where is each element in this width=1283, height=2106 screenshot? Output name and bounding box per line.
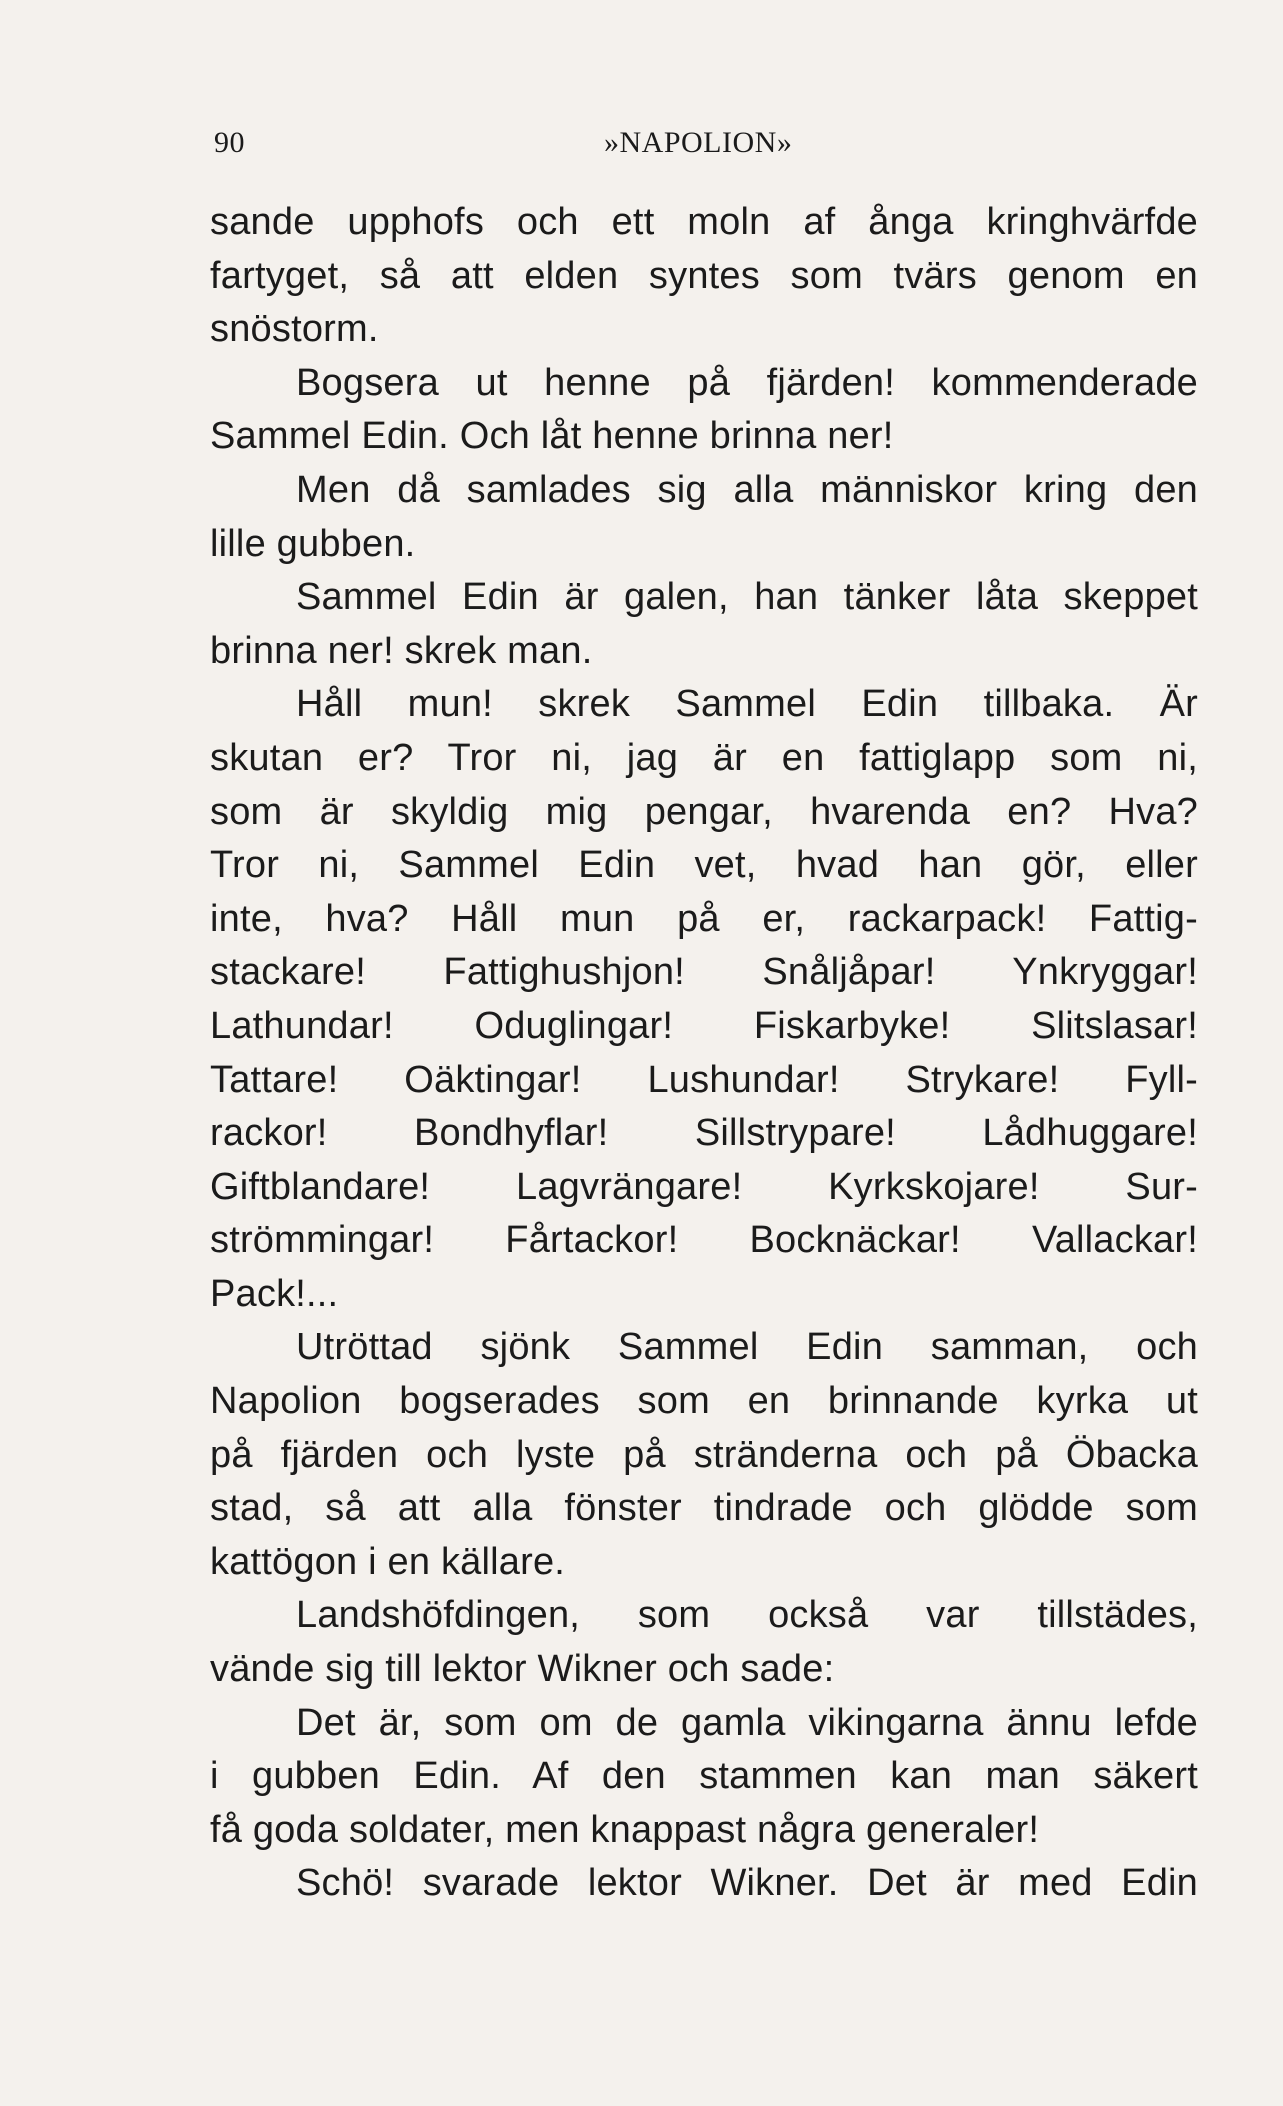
text-line: Landshöfdingen, som också var tillstädes, [296, 1594, 1198, 1637]
text-line: Pack!... [210, 1272, 339, 1315]
text-line: fartyget, så att elden syntes som tvärs genom en [210, 254, 1198, 297]
text-line: strömmingar! Fårtackor! Bocknäckar! Vallackar! [210, 1219, 1198, 1262]
text-line: rackor! Bondhyflar! Sillstrypare! Lådhuggare! [210, 1112, 1198, 1155]
text-line: Tattare! Oäktingar! Lushundar! Strykare! Fyll- [210, 1058, 1198, 1101]
text-line: Det är, som om de gamla vikingarna ännu lefde [296, 1701, 1198, 1744]
text-line: Tror ni, Sammel Edin vet, hvad han gör, eller [210, 844, 1198, 887]
text-line: Lathundar! Oduglingar! Fiskarbyke! Slitslasar! [210, 1004, 1198, 1047]
running-title: »NAPOLION» [604, 126, 793, 159]
text-line: Bogsera ut henne på fjärden! kommenderade [296, 361, 1198, 404]
text-line: lille gubben. [210, 522, 416, 565]
text-line: Giftblandare! Lagvrängare! Kyrkskojare! Sur- [210, 1165, 1198, 1208]
text-line: Schö! svarade lektor Wikner. Det är med Edin [296, 1862, 1198, 1905]
text-line: stad, så att alla fönster tindrade och glödde som [210, 1487, 1198, 1530]
text-line: Sammel Edin är galen, han tänker låta skeppet [296, 576, 1198, 619]
text-line: sande upphofs och ett moln af ånga kringhvärfde [210, 201, 1198, 243]
text-line: snöstorm. [210, 308, 379, 351]
text-line: Sammel Edin. Och låt henne brinna ner! [210, 415, 894, 458]
text-line: kattögon i en källare. [210, 1540, 566, 1583]
text-line: som är skyldig mig pengar, hvarenda en? Hva? [210, 790, 1198, 833]
text-line: vände sig till lektor Wikner och sade: [210, 1648, 835, 1691]
text-line: Håll mun! skrek Sammel Edin tillbaka. Är [296, 683, 1198, 726]
text-line: Utröttad sjönk Sammel Edin samman, och [296, 1326, 1198, 1369]
text-line: stackare! Fattighushjon! Snåljåpar! Ynkryggar! [210, 951, 1198, 994]
text-line: inte, hva? Håll mun på er, rackarpack! Fattig- [210, 897, 1198, 940]
page-number: 90 [214, 126, 245, 159]
text-line: på fjärden och lyste på stränderna och på Öbacka [210, 1433, 1198, 1476]
text-line: skutan er? Tror ni, jag är en fattiglapp som ni, [210, 736, 1198, 779]
text-line: Napolion bogserades som en brinnande kyrka ut [210, 1380, 1198, 1423]
text-line: brinna ner! skrek man. [210, 629, 593, 672]
page-header [214, 118, 1196, 168]
text-line: Men då samlades sig alla människor kring den [296, 468, 1198, 511]
text-line: få goda soldater, men knappast några generaler! [210, 1808, 1040, 1851]
text-line: i gubben Edin. Af den stammen kan man säkert [210, 1755, 1198, 1798]
body-text [210, 196, 1198, 1911]
